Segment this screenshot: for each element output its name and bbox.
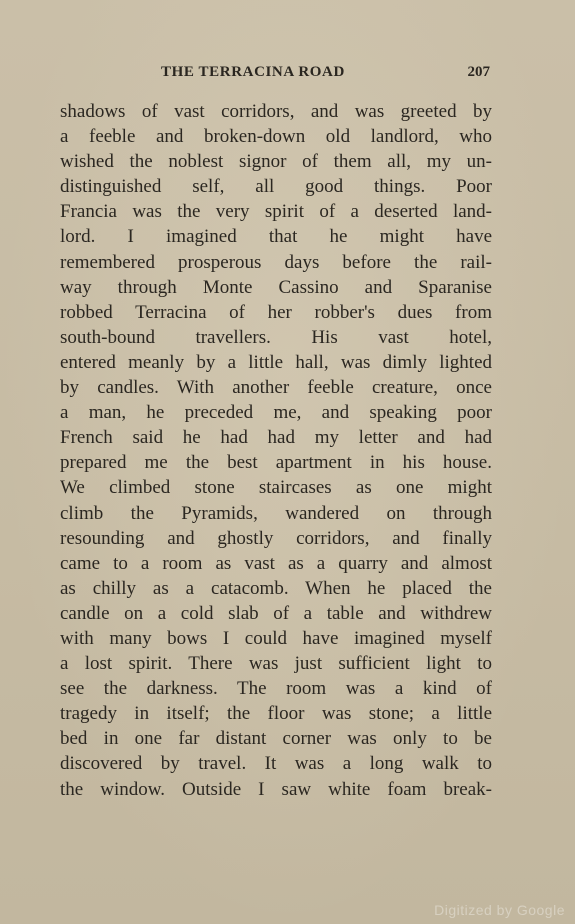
text-line: the window. Outside I saw white foam break- — [60, 778, 492, 800]
text-line: Francia was the very spirit of a deserted land- — [60, 201, 492, 223]
text-line: French said he had had my letter and had — [60, 427, 492, 449]
text-line: a lost spirit. There was just sufficient light to — [60, 653, 492, 675]
text-line: resounding and ghostly corridors, and finally — [60, 527, 492, 549]
text-line: a feeble and broken-down old landlord, who — [60, 126, 492, 148]
text-line: robbed Terracina of her robber's dues from — [60, 301, 492, 323]
text-line: remembered prosperous days before the rail- — [60, 251, 492, 273]
text-line: a man, he preceded me, and speaking poor — [60, 402, 492, 424]
text-line: candle on a cold slab of a table and withdrew — [60, 602, 492, 624]
watermark: Digitized by Google — [434, 902, 565, 918]
running-head: THE TERRACINA ROAD — [161, 64, 345, 80]
text-line: by candles. With another feeble creature, once — [60, 377, 492, 399]
page-header — [60, 64, 490, 88]
text-line: lord. I imagined that he might have — [60, 226, 492, 248]
page-number: 207 — [467, 64, 490, 80]
text-line: wished the noblest signor of them all, my un- — [60, 151, 492, 173]
text-line: came to a room as vast as a quarry and almost — [60, 552, 492, 574]
body-text — [60, 99, 492, 802]
text-line: south-bound travellers. His vast hotel, — [60, 326, 492, 348]
text-line: entered meanly by a little hall, was dimly lighted — [60, 351, 492, 373]
text-line: way through Monte Cassino and Sparanise — [60, 276, 492, 298]
text-line: We climbed stone staircases as one might — [60, 477, 492, 499]
text-line: bed in one far distant corner was only to be — [60, 728, 492, 750]
text-line: discovered by travel. It was a long walk to — [60, 753, 492, 775]
text-line: as chilly as a catacomb. When he placed the — [60, 577, 492, 599]
text-line: shadows of vast corridors, and was greeted by — [60, 101, 492, 122]
text-line: see the darkness. The room was a kind of — [60, 678, 492, 700]
text-line: prepared me the best apartment in his house. — [60, 452, 492, 474]
text-line: tragedy in itself; the floor was stone; a little — [60, 703, 492, 725]
text-line: distinguished self, all good things. Poor — [60, 176, 492, 198]
text-line: climb the Pyramids, wandered on through — [60, 502, 492, 524]
text-line: with many bows I could have imagined myself — [60, 627, 492, 649]
